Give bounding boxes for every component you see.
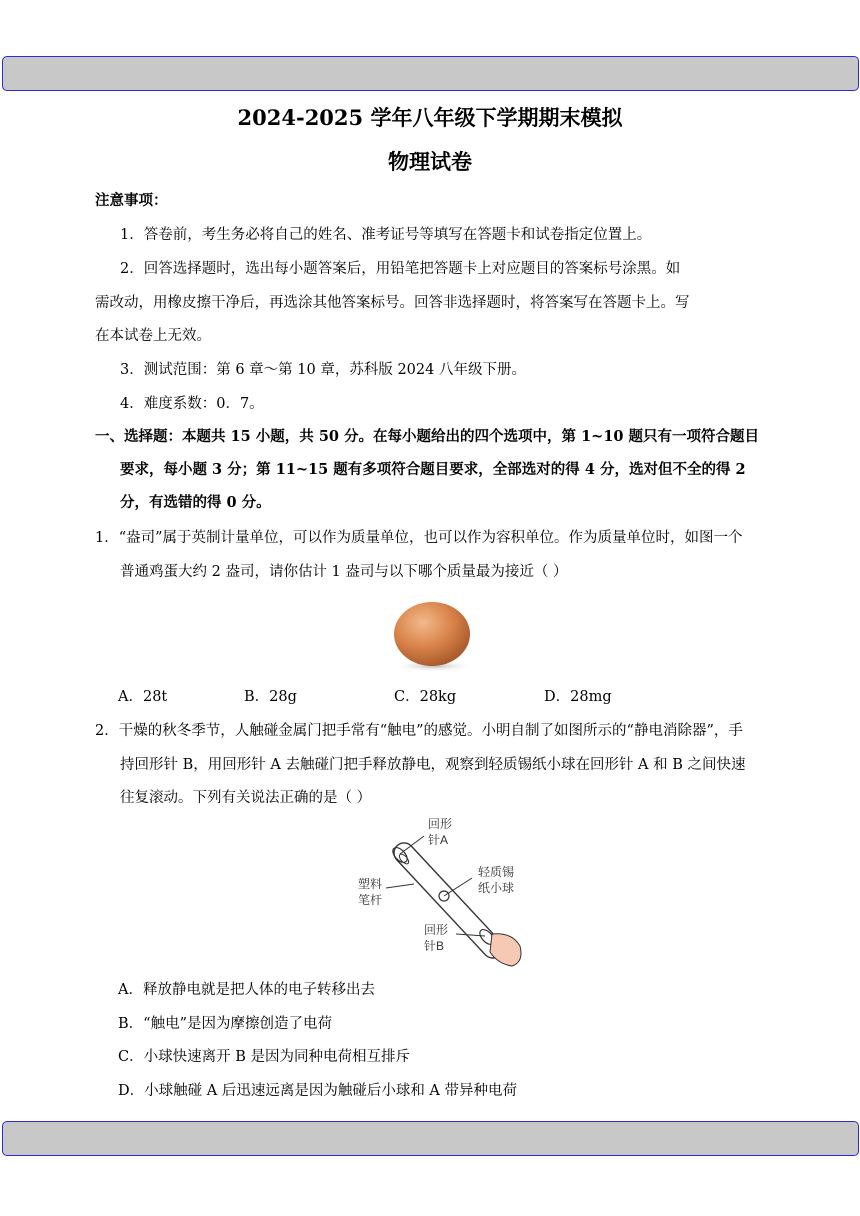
section-heading: 一、选择题：本题共 15 小题，共 50 分。在每小题给出的四个选项中，第 1~10 题只有一项符合题目 xyxy=(95,428,760,445)
option-d: D．28mg xyxy=(544,689,612,705)
option-c: C．小球快速离开 B 是因为同种电荷相互排斥 xyxy=(118,1049,410,1065)
question-2-text: 2．干燥的秋冬季节，人触碰金属门把手常有“触电”的感觉。小明自制了如图所示的“静电消除器”，手 xyxy=(95,723,743,739)
header-band xyxy=(2,56,859,91)
option-a: A．28t xyxy=(118,689,168,705)
egg-image xyxy=(386,594,482,674)
label-rod: 笔杆 xyxy=(358,893,383,907)
notice-item: 在本试卷上无效。 xyxy=(95,328,211,344)
option-b: B．“触电”是因为摩擦创造了电荷 xyxy=(118,1016,332,1032)
notice-item: 3．测试范围：第 6 章～第 10 章，苏科版 2024 八年级下册。 xyxy=(120,362,526,378)
notice-item: 1．答卷前，考生务必将自己的姓名、准考证号等填写在答题卡和试卷指定位置上。 xyxy=(120,227,652,243)
question-2-text: 往复滚动。下列有关说法正确的是（ ） xyxy=(120,790,372,806)
exam-title: 2024-2025 学年八年级下学期期末模拟 xyxy=(237,105,623,130)
label-pin-a: 回形 xyxy=(428,817,453,831)
question-2-text: 持回形针 B，用回形针 A 去触碰门把手释放静电，观察到轻质锡纸小球在回形针 A 和 B 之间快速 xyxy=(120,757,746,773)
label-rod: 塑料 xyxy=(358,877,383,891)
notice-heading: 注意事项： xyxy=(95,192,168,209)
notice-item: 需改动，用橡皮擦干净后，再选涂其他答案标号。回答非选择题时，将答案写在答题卡上。写 xyxy=(95,295,690,311)
label-pin-b: 针B xyxy=(424,939,445,953)
exam-subtitle: 物理试卷 xyxy=(388,149,472,174)
section-heading: 分，有选错的得 0 分。 xyxy=(120,494,271,511)
label-pin-a: 针A xyxy=(428,833,449,847)
option-d: D．小球触碰 A 后迅速远离是因为触碰后小球和 A 带异种电荷 xyxy=(118,1083,518,1099)
option-c: C．28kg xyxy=(394,689,457,705)
notice-item: 4．难度系数：0．7。 xyxy=(120,396,264,412)
question-1-text: 普通鸡蛋大约 2 盎司，请你估计 1 盎司与以下哪个质量最为接近（ ） xyxy=(120,564,568,580)
label-ball: 轻质锡 xyxy=(478,865,515,879)
notice-item: 2．回答选择题时，选出每小题答案后，用铅笔把答题卡上对应题目的答案标号涂黑。如 xyxy=(120,261,681,277)
section-heading: 要求，每小题 3 分；第 11~15 题有多项符合题目要求，全部选对的得 4 分，选对但不全的得 2 xyxy=(120,461,746,478)
option-a: A．释放静电就是把人体的电子转移出去 xyxy=(118,982,375,998)
footer-band xyxy=(2,1121,859,1156)
question-1-text: 1．“盎司”属于英制计量单位，可以作为质量单位，也可以作为容积单位。作为质量单位时，如图一个 xyxy=(95,530,743,546)
label-pin-b: 回形 xyxy=(424,923,449,937)
option-b: B．28g xyxy=(244,689,297,705)
label-ball: 纸小球 xyxy=(478,881,515,895)
static-eliminator-figure xyxy=(352,814,532,972)
